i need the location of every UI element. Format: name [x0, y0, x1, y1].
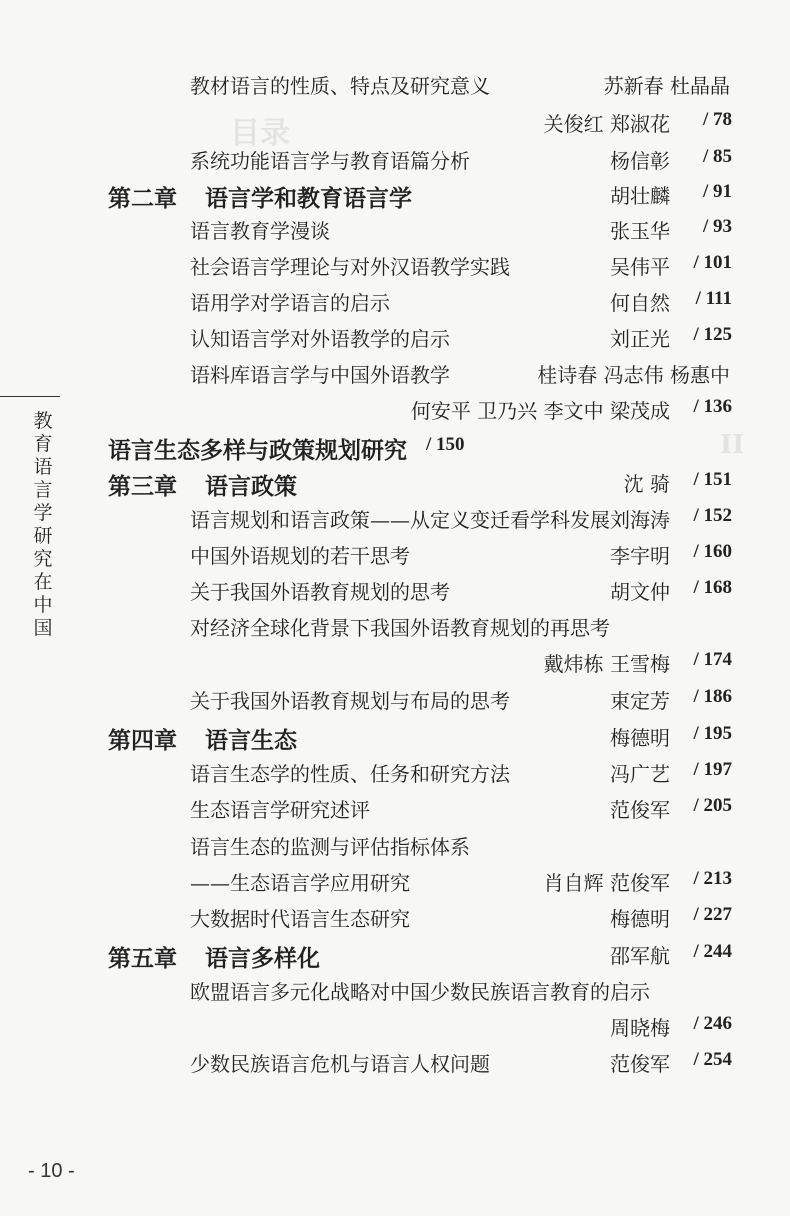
- entry-authors: 桂诗春 冯志伟 杨惠中: [537, 363, 730, 387]
- entry-title: 教材语言的性质、特点及研究意义: [190, 74, 490, 98]
- chapter-number: 第二章: [108, 185, 177, 212]
- show-through-text: 目录: [230, 116, 290, 151]
- page-ref: / 168: [693, 577, 732, 598]
- page-ref: / 93: [702, 216, 732, 237]
- page-ref: / 85: [702, 146, 732, 167]
- page-ref: / 91: [702, 181, 732, 202]
- entry-authors: 关俊红 郑淑花: [543, 112, 670, 136]
- entry-title: 中国外语规划的若干思考: [190, 544, 410, 568]
- entry-authors: 吴伟平: [610, 255, 670, 279]
- page-ref: / 254: [693, 1049, 732, 1070]
- page-ref: / 160: [693, 541, 732, 562]
- page-ref: / 205: [693, 795, 732, 816]
- page-ref: / 101: [693, 252, 732, 273]
- entry-authors: 胡壮麟: [610, 184, 670, 208]
- page-ref: / 125: [693, 324, 732, 345]
- page-ref: / 227: [693, 904, 732, 925]
- chapter-title: 语言生态: [205, 727, 297, 754]
- page-ref: / 136: [693, 396, 732, 417]
- page-ref: / 152: [693, 505, 732, 526]
- entry-authors: 李宇明: [610, 544, 670, 568]
- entry-authors: 张玉华: [610, 219, 670, 243]
- page-ref: / 111: [695, 288, 732, 309]
- page-ref: / 78: [702, 109, 732, 130]
- page-ref: / 174: [693, 649, 732, 670]
- entry-title: 大数据时代语言生态研究: [190, 907, 410, 931]
- entry-title: 认知语言学对外语教学的启示: [190, 327, 450, 351]
- entry-title: 少数民族语言危机与语言人权问题: [190, 1052, 490, 1076]
- show-through-text: II: [720, 430, 745, 460]
- chapter-number: 第四章: [108, 727, 177, 754]
- entry-authors: 沈 骑: [623, 472, 670, 496]
- chapter-number: 第五章: [108, 945, 177, 972]
- page-ref: / 150: [426, 434, 465, 455]
- entry-authors: 周晓梅: [610, 1016, 670, 1040]
- chapter-title: 语言政策: [205, 473, 297, 500]
- page-ref: / 246: [693, 1013, 732, 1034]
- section-title: 语言生态多样与政策规划研究: [108, 437, 407, 464]
- entry-title: 关于我国外语教育规划的思考: [190, 580, 450, 604]
- entry-title: 语言规划和语言政策——从定义变迁看学科发展: [190, 508, 610, 532]
- entry-authors: 何自然: [610, 291, 670, 315]
- page-ref: / 195: [693, 723, 732, 744]
- entry-title: 关于我国外语教育规划与布局的思考: [190, 689, 510, 713]
- entry-authors: 梅德明: [610, 907, 670, 931]
- chapter-number: 第三章: [108, 473, 177, 500]
- entry-authors: 戴炜栋 王雪梅: [543, 652, 670, 676]
- entry-authors: 范俊军: [610, 1052, 670, 1076]
- entry-title: 语言生态学的性质、任务和研究方法: [190, 762, 510, 786]
- entry-authors: 苏新春 杜晶晶: [603, 74, 730, 98]
- entry-authors: 刘正光: [610, 327, 670, 351]
- chapter-title: 语言多样化: [205, 945, 320, 972]
- entry-title: ——生态语言学应用研究: [190, 871, 410, 895]
- chapter-title: 语言学和教育语言学: [205, 185, 412, 212]
- page-ref: / 186: [693, 686, 732, 707]
- entry-title: 社会语言学理论与对外汉语教学实践: [190, 255, 510, 279]
- page-ref: / 213: [693, 868, 732, 889]
- entry-title: 语言生态的监测与评估指标体系: [190, 835, 470, 859]
- entry-title: 生态语言学研究述评: [190, 798, 370, 822]
- entry-authors: 冯广艺: [610, 762, 670, 786]
- page-ref: / 244: [693, 941, 732, 962]
- entry-authors: 杨信彰: [610, 149, 670, 173]
- page-ref: / 151: [693, 469, 732, 490]
- entry-title: 语用学对学语言的启示: [190, 291, 390, 315]
- entry-title: 系统功能语言学与教育语篇分析: [190, 149, 470, 173]
- entry-title: 欧盟语言多元化战略对中国少数民族语言教育的启示: [190, 980, 650, 1004]
- entry-authors: 范俊军: [610, 798, 670, 822]
- entry-authors: 束定芳: [610, 689, 670, 713]
- entry-authors: 邵军航: [610, 944, 670, 968]
- page-ref: / 197: [693, 759, 732, 780]
- entry-title: 对经济全球化背景下我国外语教育规划的再思考: [190, 616, 610, 640]
- entry-authors: 何安平 卫乃兴 李文中 梁茂成: [410, 399, 670, 423]
- entry-authors: 刘海涛: [610, 508, 670, 532]
- side-rule: [0, 396, 60, 397]
- entry-title: 语料库语言学与中国外语教学: [190, 363, 450, 387]
- page-number: - 10 -: [28, 1160, 75, 1182]
- running-title: 教育语言学研究在中国: [33, 410, 53, 639]
- entry-authors: 胡文仲: [610, 580, 670, 604]
- entry-authors: 肖自辉 范俊军: [543, 871, 670, 895]
- entry-authors: 梅德明: [610, 726, 670, 750]
- entry-title: 语言教育学漫谈: [190, 219, 330, 243]
